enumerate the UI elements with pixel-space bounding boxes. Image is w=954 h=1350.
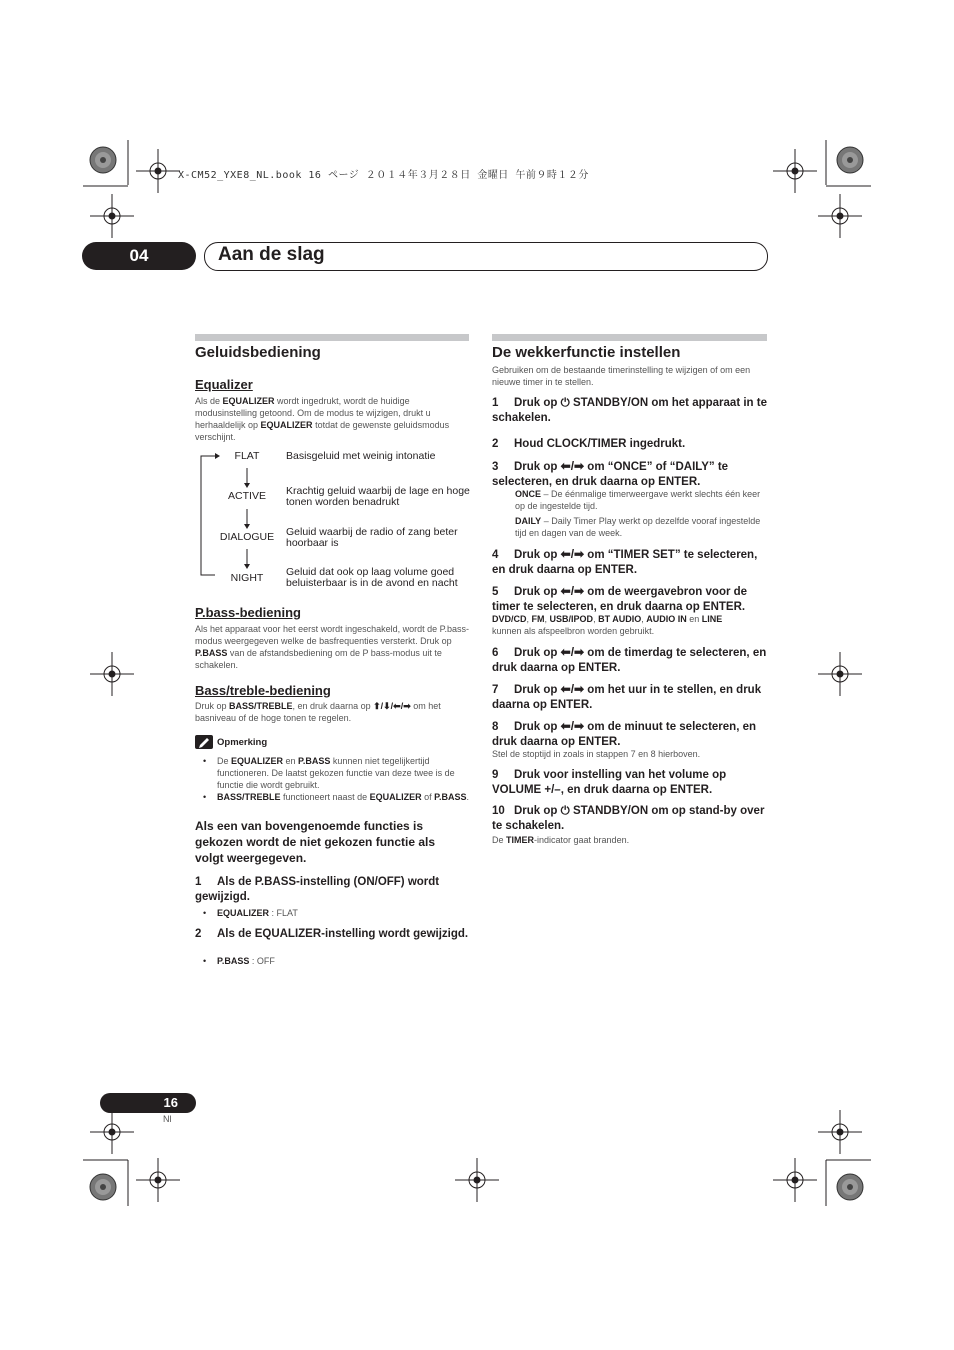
left-step-2: 2 Als de EQUALIZER-instelling wordt gewijzigd. [195, 928, 469, 940]
eq-mode-night: NIGHT [230, 572, 264, 584]
power-icon: ⏻ [560, 805, 570, 817]
note-pencil-icon [195, 735, 213, 749]
note-bullet-2: • BASS/TREBLE functioneert naast de EQUALIZER of P.BASS. [195, 791, 470, 803]
heading-equalizer: Equalizer [195, 377, 253, 392]
eq-mode-flat: FLAT [234, 450, 260, 462]
note-bullet-1: • De EQUALIZER en P.BASS kunnen niet tegelijkertijd functioneren. De laatst gekozen functie van deze twee is de functie die wordt gebruikt. [195, 755, 470, 791]
left-right-arrows-icon: ⬅/➡ [560, 459, 585, 473]
right-step-1: 1 Druk op ⏻ STANDBY/ON om het apparaat in te schakelen. [492, 397, 767, 424]
chapter-number-badge: 04 [82, 242, 196, 270]
language-code: Nl [163, 1114, 172, 1124]
step-8-note: Stel de stoptijd in zoals in stappen 7 en 8 hierboven. [492, 749, 701, 759]
section-bar-right [492, 334, 767, 341]
left-step-1-bullet: • EQUALIZER : FLAT [195, 907, 465, 919]
power-icon: ⏻ [560, 397, 570, 409]
eq-desc-active: Krachtig geluid waarbij de lage en hoge tonen worden benadrukt [286, 485, 470, 508]
left-right-arrows-icon: ⬅/➡ [560, 719, 585, 733]
section-title-geluidsbediening: Geluidsbediening [195, 344, 321, 361]
note-bullets [195, 755, 470, 803]
basstreble-text: Druk op BASS/TREBLE, en druk daarna op ⬆/⬇/⬅/➡ om het basniveau of de hoge tonen te regelen. [195, 701, 441, 723]
left-right-arrows-icon: ⬅/➡ [560, 547, 585, 561]
section-bar-left [195, 334, 469, 341]
page-number-badge [100, 1093, 196, 1113]
print-header: X-CM52_YXE8_NL.book 16 ページ ２０１４年３月２８日 金曜日 午前９時１２分 [178, 170, 589, 181]
step-5-sources: DVD/CD, FM, USB/IPOD, BT AUDIO, AUDIO IN en LINE kunnen als afspeelbron worden gebruikt. [492, 614, 723, 636]
right-step-4: 4 Druk op ⬅/➡ om “TIMER SET” te selecteren, en druk daarna op ENTER. [492, 547, 758, 576]
step-3-daily-note: DAILY – Daily Timer Play werkt op dezelfde vooraf ingestelde tijd en dagen van de week. [515, 516, 761, 538]
pbass-text: Als het apparaat voor het eerst wordt ingeschakeld, wordt de P.bass-modus weergegeven welke de basfrequenties versterkt. Druk op P.BASS van de afstandsbediening om de P bass-modus uit te schakelen. [195, 624, 469, 670]
equalizer-cycle-diagram [195, 448, 255, 583]
right-step-3: 3 Druk op ⬅/➡ om “ONCE” of “DAILY” te selecteren, en druk daarna op ENTER. [492, 459, 729, 488]
arrow-keys-icon: ⬆/⬇/⬅/➡ [373, 701, 411, 711]
left-right-arrows-icon: ⬅/➡ [560, 584, 585, 598]
right-step-8: 8 Druk op ⬅/➡ om de minuut te selecteren, en druk daarna op ENTER. [492, 719, 756, 748]
left-step-1: 1 Als de P.BASS-instelling (ON/OFF) wordt gewijzigd. [195, 876, 440, 903]
step-10-note: De TIMER-indicator gaat branden. [492, 835, 630, 845]
eq-desc-flat: Basisgeluid met weinig intonatie [286, 450, 436, 462]
right-step-10: 10 Druk op ⏻ STANDBY/ON om op stand-by over te schakelen. [492, 805, 765, 832]
eq-mode-dialogue: DIALOGUE [219, 531, 275, 543]
exclusive-functions-paragraph: Als een van bovengenoemde functies is gekozen wordt de niet gekozen functie als volgt weergegeven. [195, 819, 436, 865]
left-right-arrows-icon: ⬅/➡ [560, 682, 585, 696]
right-step-9: 9 Druk voor instelling van het volume op VOLUME +/–, en druk daarna op ENTER. [492, 769, 727, 796]
page-number: 16 [163, 1095, 178, 1110]
section-title-wekkerfunctie: De wekkerfunctie instellen [492, 344, 681, 361]
heading-pbass: P.bass-bediening [195, 605, 301, 620]
note-label: Opmerking [217, 737, 268, 748]
eq-mode-active: ACTIVE [228, 490, 266, 502]
right-step-6: 6 Druk op ⬅/➡ om de timerdag te selecteren, en druk daarna op ENTER. [492, 645, 767, 674]
eq-desc-night: Geluid dat ook op laag volume goed beluisterbaar is in de avond en nacht [286, 566, 458, 589]
chapter-title: Aan de slag [218, 244, 325, 265]
left-step-2-bullet: • P.BASS : OFF [195, 955, 465, 967]
wekker-intro: Gebruiken om de bestaande timerinstelling te wijzigen of om een nieuwe timer in te stellen. [492, 365, 751, 387]
equalizer-intro: Als de EQUALIZER wordt ingedrukt, wordt de huidige modusinstelling getoond. Om de modus te wijzigen, drukt u herhaaldelijk op EQUALIZER totdat de gewenste geluidsmodus verschijnt. [195, 396, 450, 442]
right-step-2: 2 Houd CLOCK/TIMER ingedrukt. [492, 438, 686, 450]
heading-basstreble: Bass/treble-bediening [195, 683, 331, 698]
right-step-5: 5 Druk op ⬅/➡ om de weergavebron voor de timer te selecteren, en druk daarna op ENTER. [492, 584, 748, 613]
step-3-once-note: ONCE – De éénmalige timerweergave werkt slechts één keer op de ingestelde tijd. [515, 489, 761, 511]
right-step-7: 7 Druk op ⬅/➡ om het uur in te stellen, en druk daarna op ENTER. [492, 682, 762, 711]
left-right-arrows-icon: ⬅/➡ [560, 645, 585, 659]
eq-desc-dialogue: Geluid waarbij de radio of zang beter hoorbaar is [286, 526, 458, 549]
